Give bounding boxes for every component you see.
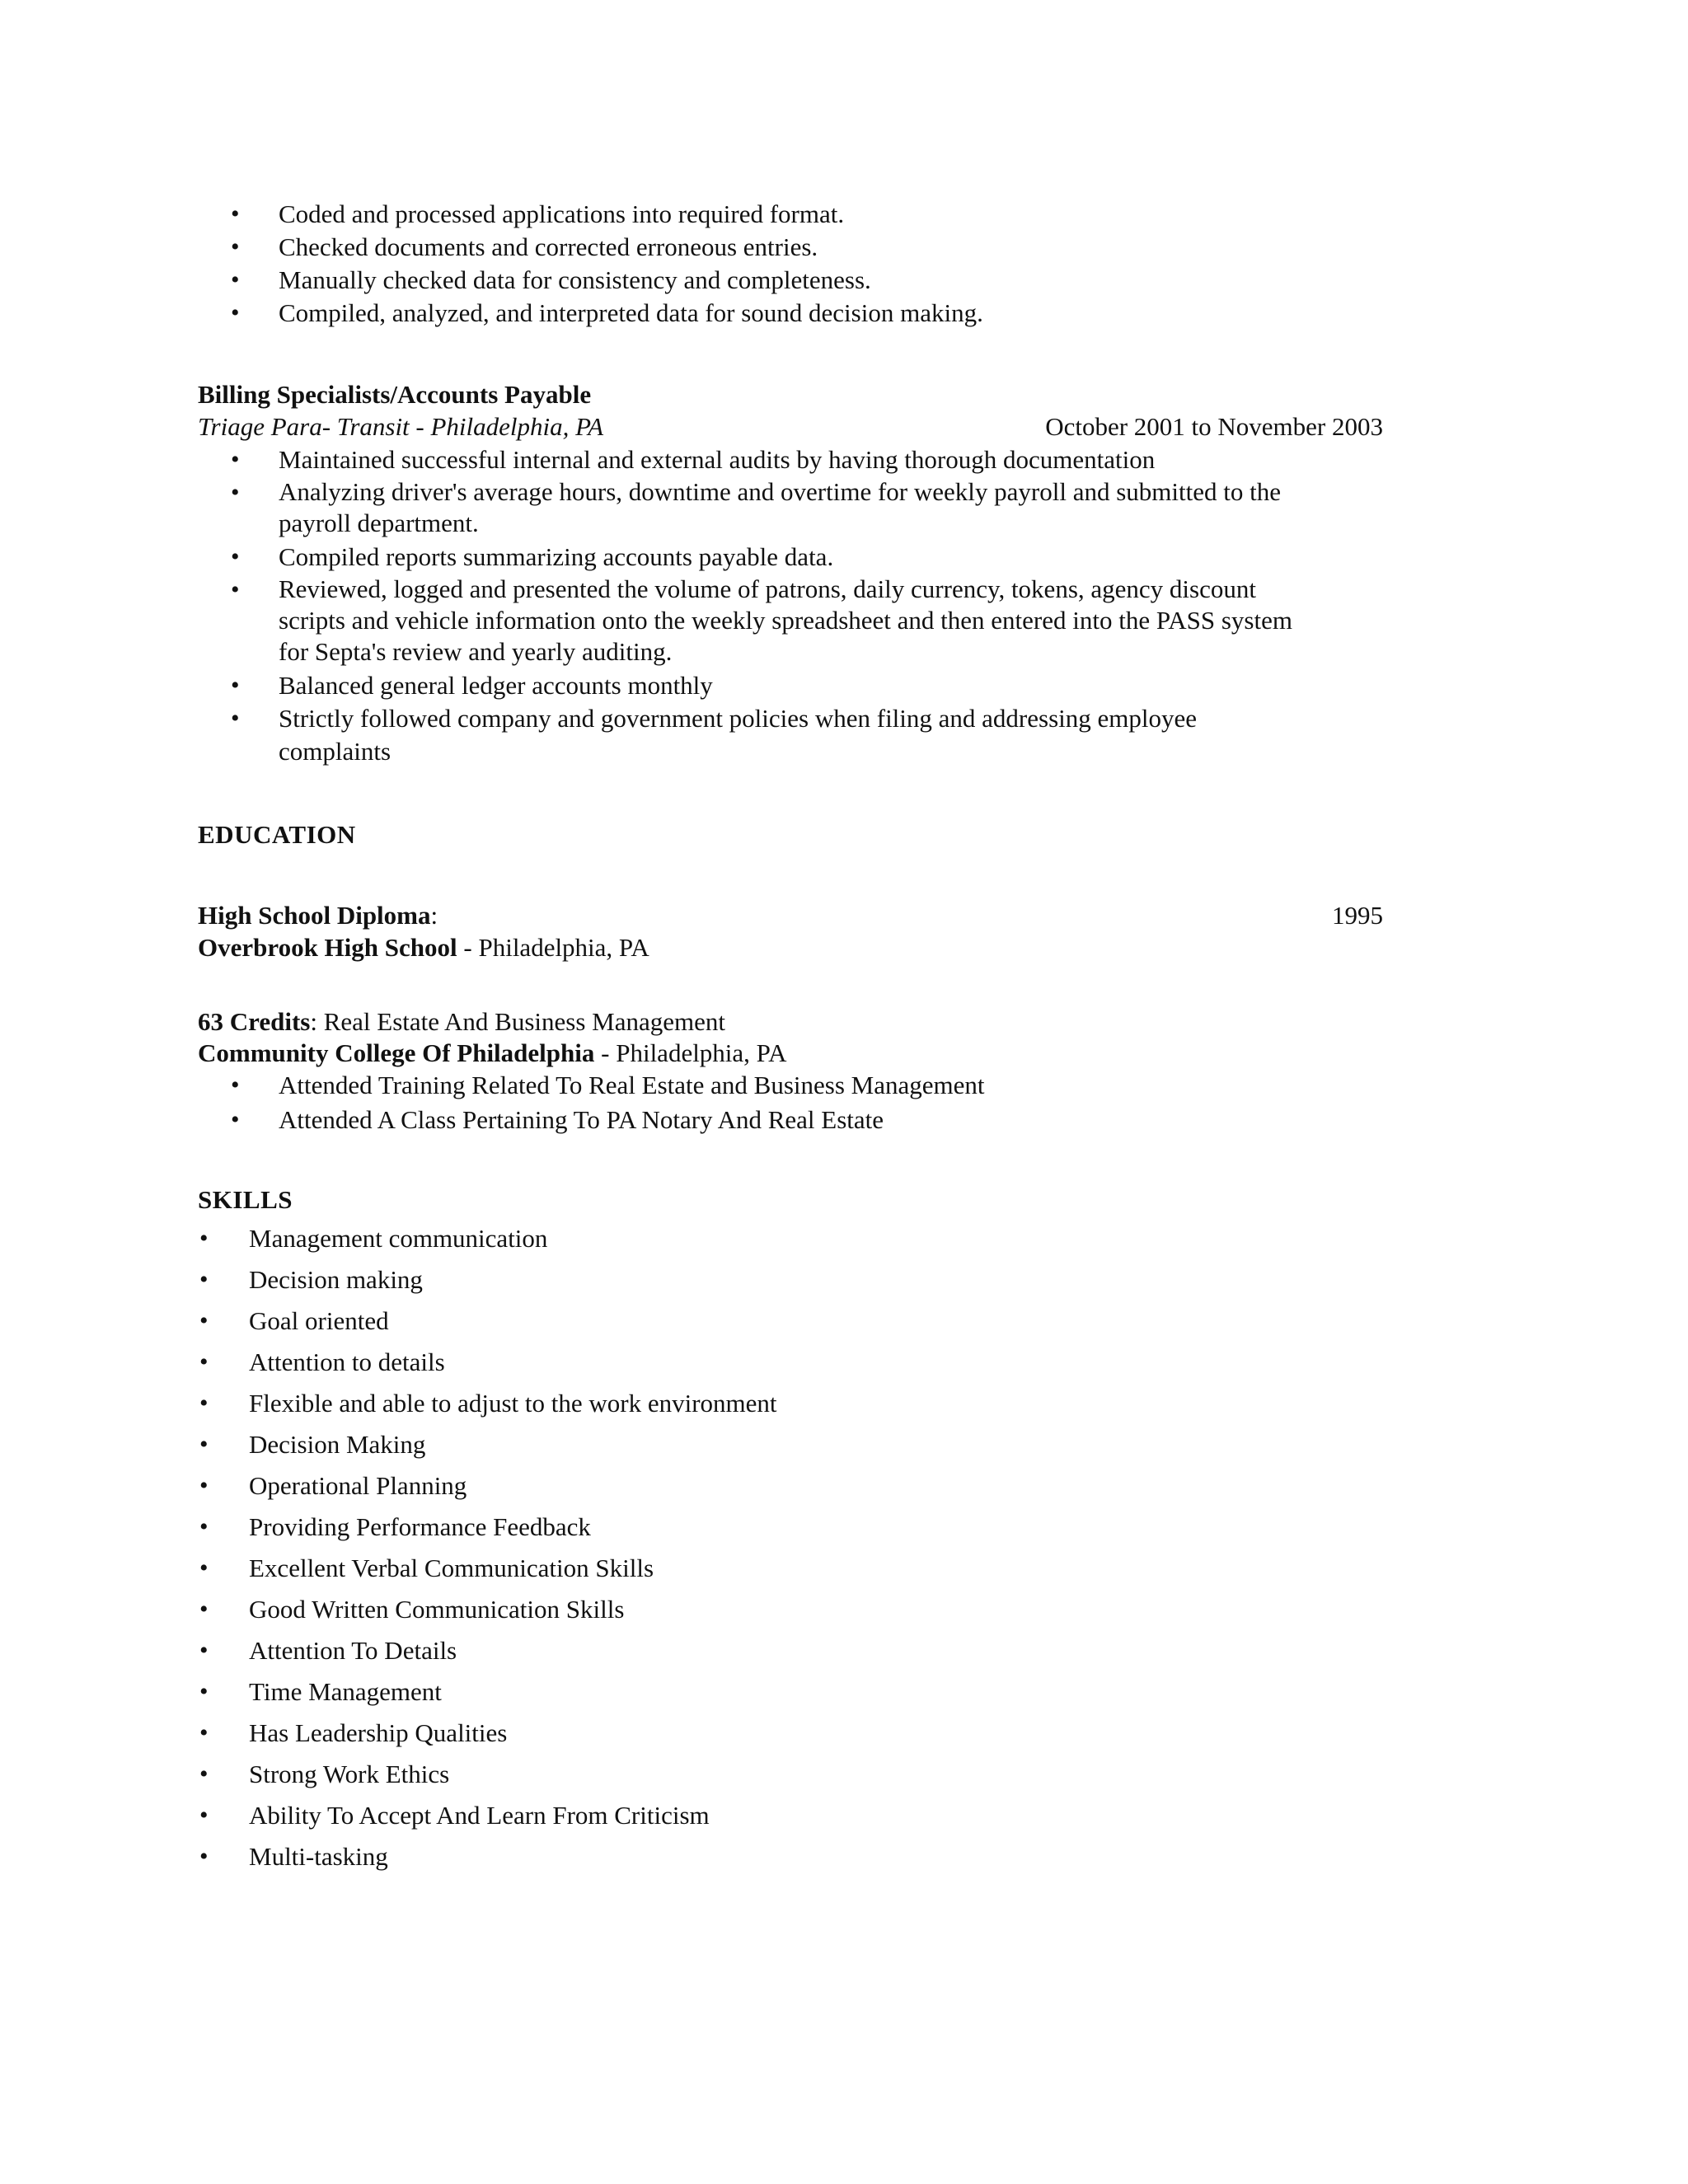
list-item (198, 1383, 777, 1424)
list-item-text: Attended A Class Pertaining To PA Notary And Real Estate (279, 1105, 884, 1134)
list-item (198, 1630, 777, 1671)
job-company: Triage Para- Transit - Philadelphia, PA (198, 412, 604, 441)
bullet-icon: • (199, 1637, 209, 1664)
skill-text: Goal oriented (249, 1306, 389, 1335)
skills-heading: SKILLS (198, 1185, 293, 1214)
bullet-icon: • (199, 1678, 209, 1705)
list-item (198, 1713, 777, 1754)
bullet-icon: • (231, 1106, 240, 1133)
list-item (198, 574, 1292, 669)
hs-year: 1995 (1332, 901, 1383, 930)
list-item-text: Compiled reports summarizing accounts payable data. (279, 542, 834, 571)
skills-list (198, 1218, 777, 1877)
college-location: - Philadelphia, PA (594, 1038, 787, 1067)
skill-text: Management communication (249, 1224, 548, 1253)
list-item (198, 1548, 777, 1589)
list-item-text: Coded and processed applications into required format. (279, 199, 845, 228)
hs-school: Overbrook High School (198, 933, 457, 962)
list-item (198, 1301, 777, 1342)
list-item-text: Balanced general ledger accounts monthly (279, 671, 713, 700)
bullet-icon: • (231, 266, 240, 293)
college-credits: 63 Credits (198, 1007, 311, 1036)
college-school-line (198, 1037, 786, 1070)
bullet-icon: • (199, 1760, 209, 1788)
list-item (198, 1836, 777, 1877)
bullet-icon: • (199, 1225, 209, 1252)
list-item (198, 702, 1292, 768)
top-bullet-list (198, 198, 983, 330)
bullet-icon: • (231, 1071, 240, 1099)
list-item-text: Attended Training Related To Real Estate and Business Management (279, 1071, 985, 1099)
list-item-text: payroll department. (279, 509, 479, 537)
bullet-icon: • (199, 1554, 209, 1582)
list-item (198, 1589, 777, 1630)
list-item-text: Checked documents and corrected erroneous entries. (279, 232, 818, 261)
list-item-text: Reviewed, logged and presented the volume of patrons, daily currency, tokens, agency discount (279, 574, 1256, 603)
bullet-icon: • (199, 1266, 209, 1293)
bullet-icon: • (199, 1390, 209, 1417)
college-credits-suffix: : Real Estate And Business Management (310, 1007, 726, 1036)
skill-text: Attention To Details (249, 1636, 457, 1665)
skill-text: Good Written Communication Skills (249, 1595, 625, 1624)
bullet-icon: • (231, 446, 240, 473)
list-item (198, 1754, 777, 1795)
bullet-icon: • (231, 479, 240, 506)
list-item (198, 443, 1292, 476)
bullet-icon: • (199, 1513, 209, 1540)
list-item-text: Analyzing driver's average hours, downtime and overtime for weekly payroll and submitted to the (279, 477, 1281, 506)
job-title: Billing Specialists/Accounts Payable (198, 380, 592, 409)
college-credits-line (198, 1005, 725, 1038)
hs-degree-line (198, 899, 438, 932)
list-item (198, 541, 1292, 574)
skill-text: Operational Planning (249, 1471, 467, 1500)
bullet-icon: • (231, 672, 240, 699)
skill-text: Decision making (249, 1265, 423, 1294)
list-item (198, 1218, 777, 1259)
hs-degree: High School Diploma (198, 901, 431, 930)
skill-text: Providing Performance Feedback (249, 1512, 591, 1541)
list-item (198, 231, 983, 264)
bullet-icon: • (199, 1719, 209, 1746)
hs-degree-suffix: : (430, 901, 438, 930)
list-item (198, 297, 983, 330)
bullet-icon: • (199, 1307, 209, 1334)
bullet-icon: • (199, 1348, 209, 1376)
skill-text: Decision Making (249, 1430, 426, 1459)
list-item (198, 1671, 777, 1713)
bullet-icon: • (231, 705, 240, 732)
bullet-icon: • (199, 1802, 209, 1829)
skill-text: Has Leadership Qualities (249, 1718, 508, 1747)
list-item (198, 1342, 777, 1383)
job-dates: October 2001 to November 2003 (1045, 412, 1383, 441)
list-item (198, 198, 983, 231)
college-bullet-list (198, 1069, 985, 1137)
bullet-icon: • (199, 1431, 209, 1458)
list-item-text: complaints (279, 737, 392, 766)
skill-text: Multi-tasking (249, 1842, 388, 1871)
list-item (198, 669, 1292, 702)
list-item (198, 476, 1292, 541)
skill-text: Excellent Verbal Communication Skills (249, 1554, 654, 1582)
skill-text: Flexible and able to adjust to the work environment (249, 1389, 777, 1418)
hs-school-line (198, 931, 649, 964)
hs-location: - Philadelphia, PA (457, 933, 649, 962)
bullet-icon: • (231, 299, 240, 326)
bullet-icon: • (231, 576, 240, 603)
bullet-icon: • (231, 543, 240, 570)
bullet-icon: • (231, 200, 240, 227)
job-bullet-list (198, 443, 1292, 768)
skill-text: Strong Work Ethics (249, 1760, 450, 1788)
list-item (198, 1259, 777, 1301)
list-item (198, 1069, 985, 1104)
skill-text: Ability To Accept And Learn From Criticism (249, 1801, 710, 1830)
bullet-icon: • (199, 1843, 209, 1870)
list-item-text: Manually checked data for consistency and completeness. (279, 265, 871, 294)
list-item-text: Strictly followed company and government policies when filing and addressing employee (279, 704, 1198, 733)
list-item-text: Compiled, analyzed, and interpreted data for sound decision making. (279, 298, 983, 327)
education-heading: EDUCATION (198, 820, 356, 849)
list-item-text: scripts and vehicle information onto the weekly spreadsheet and then entered into the PASS system (279, 606, 1292, 635)
list-item-text: for Septa's review and yearly auditing. (279, 637, 673, 666)
list-item-text: Maintained successful internal and external audits by having thorough documentation (279, 445, 1156, 474)
list-item (198, 1424, 777, 1465)
bullet-icon: • (199, 1472, 209, 1499)
college-school: Community College Of Philadelphia (198, 1038, 595, 1067)
list-item (198, 1465, 777, 1507)
skill-text: Time Management (249, 1677, 442, 1706)
list-item (198, 1795, 777, 1836)
list-item (198, 264, 983, 297)
bullet-icon: • (199, 1596, 209, 1623)
list-item (198, 1507, 777, 1548)
skill-text: Attention to details (249, 1347, 445, 1376)
list-item (198, 1104, 985, 1137)
bullet-icon: • (231, 233, 240, 260)
